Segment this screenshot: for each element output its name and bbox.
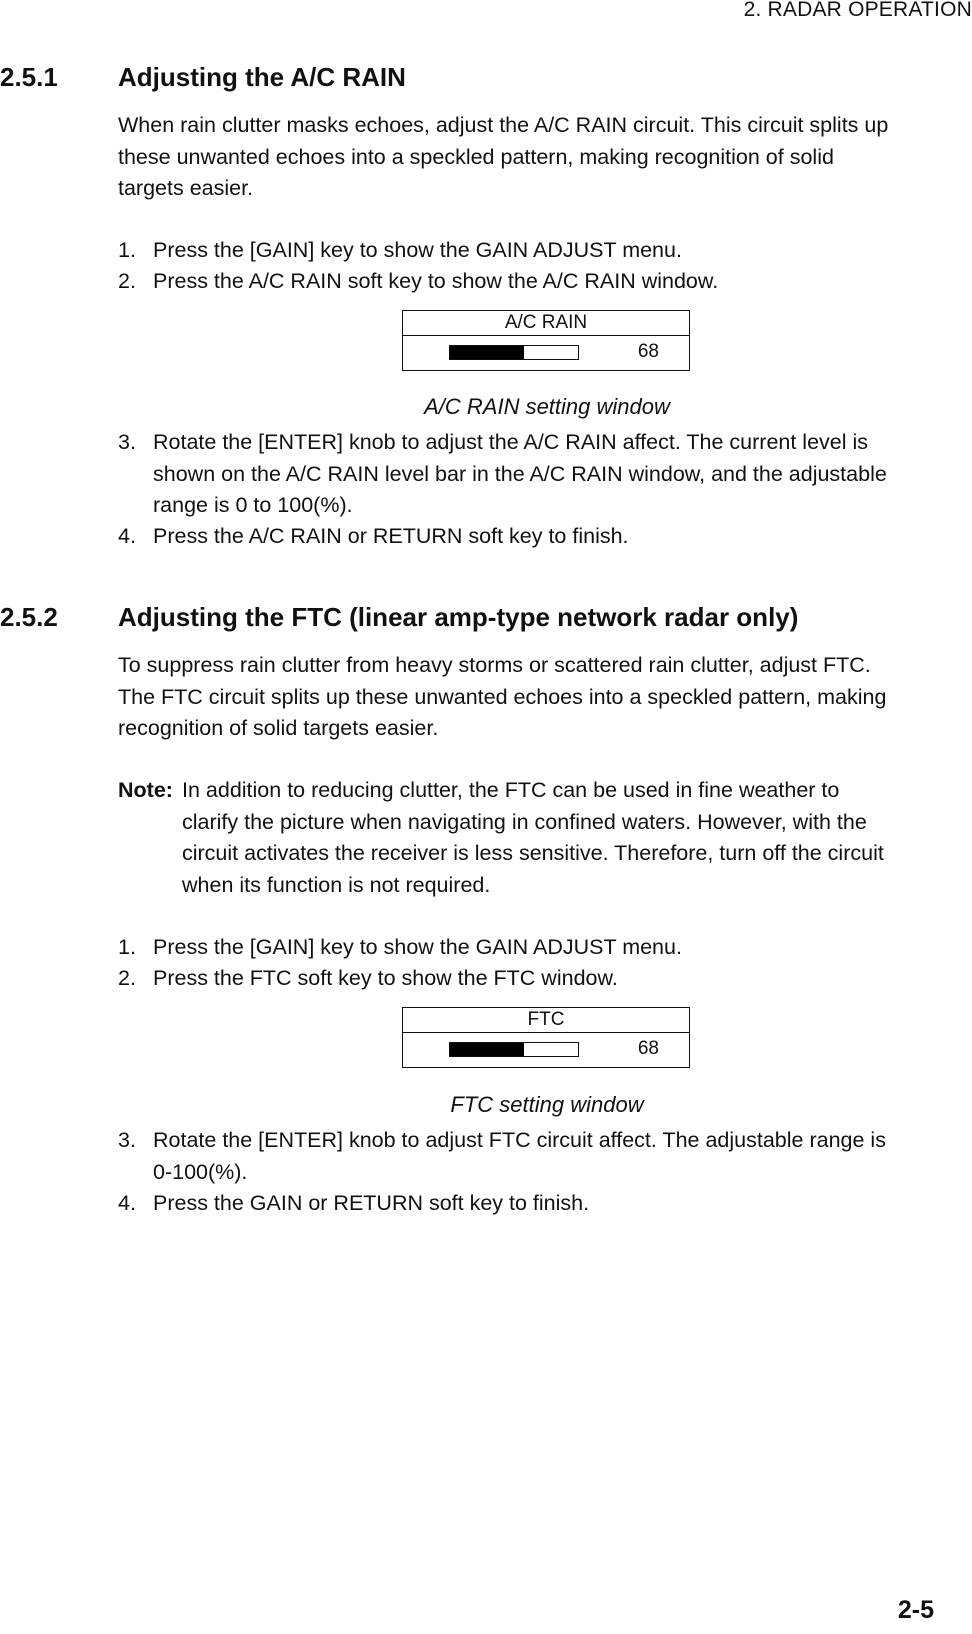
acrain-setting-window	[402, 310, 690, 371]
step-line: Press the [GAIN] key to show the GAIN ADJUST menu.	[153, 935, 682, 959]
level-bar-fill	[450, 346, 524, 359]
step-line: Press the A/C RAIN or RETURN soft key to finish.	[153, 524, 629, 548]
step-number: 3.	[118, 430, 136, 454]
step-line: range is 0 to 100(%).	[153, 493, 353, 517]
step-number: 2.	[118, 269, 136, 293]
intro-line: recognition of solid targets easier.	[118, 716, 439, 740]
step-line: 0-100(%).	[153, 1159, 248, 1184]
figure-caption: FTC setting window	[450, 1092, 644, 1117]
intro-line: When rain clutter masks echoes, adjust the A/C RAIN circuit. This circuit splits up	[118, 113, 889, 137]
step-number: 2.	[118, 966, 136, 990]
level-bar-fill	[450, 1043, 524, 1056]
step-number: 4.	[118, 524, 136, 548]
window-title: FTC	[403, 1008, 689, 1033]
level-value: 68	[637, 341, 659, 362]
note-label: Note:	[118, 778, 173, 802]
running-header: 2. RADAR OPERATION	[743, 0, 972, 21]
intro-line: The FTC circuit splits up these unwanted echoes into a speckled pattern, making	[118, 684, 887, 709]
step-number: 1.	[118, 935, 136, 959]
step-line: Rotate the [ENTER] knob to adjust the A/C RAIN affect. The current level is	[153, 430, 869, 454]
step-line: Rotate the [ENTER] knob to adjust FTC circuit affect. The adjustable range is	[153, 1128, 886, 1152]
section-number: 2.5.1	[0, 62, 58, 92]
step-line: Press the FTC soft key to show the FTC window.	[153, 966, 618, 990]
note-line: circuit activates the receiver is less sensitive. Therefore, turn off the circuit	[182, 841, 884, 865]
step-number: 1.	[118, 238, 136, 262]
section-intro	[118, 110, 972, 205]
page-number: 2-5	[897, 1596, 934, 1624]
ftc-setting-window	[402, 1007, 690, 1068]
step-line: Press the [GAIN] key to show the GAIN ADJUST menu.	[153, 238, 682, 262]
section-title: Adjusting the A/C RAIN	[118, 62, 406, 92]
step-number: 3.	[118, 1128, 136, 1152]
step-line: shown on the A/C RAIN level bar in the A/C RAIN window, and the adjustable	[153, 461, 887, 486]
intro-line: these unwanted echoes into a speckled pattern, making recognition of solid	[118, 144, 834, 169]
section-title: Adjusting the FTC (linear amp-type network radar only)	[118, 602, 799, 632]
step-line: Press the GAIN or RETURN soft key to finish.	[153, 1191, 590, 1215]
level-bar	[449, 345, 579, 360]
note-line: clarify the picture when navigating in confined waters. However, with the	[182, 809, 867, 834]
step-line: Press the A/C RAIN soft key to show the A/C RAIN window.	[153, 269, 719, 293]
section-number: 2.5.2	[0, 602, 58, 632]
level-bar	[449, 1042, 579, 1057]
intro-line: targets easier.	[118, 176, 254, 200]
level-value: 68	[637, 1038, 659, 1059]
section-intro	[118, 650, 972, 745]
step-number: 4.	[118, 1191, 136, 1215]
window-title: A/C RAIN	[403, 311, 689, 336]
figure-caption: A/C RAIN setting window	[424, 394, 670, 419]
note-line: when its function is not required.	[182, 872, 491, 897]
intro-line: To suppress rain clutter from heavy storms or scattered rain clutter, adjust FTC.	[118, 653, 871, 677]
note-line: In addition to reducing clutter, the FTC can be used in fine weather to	[182, 778, 840, 802]
